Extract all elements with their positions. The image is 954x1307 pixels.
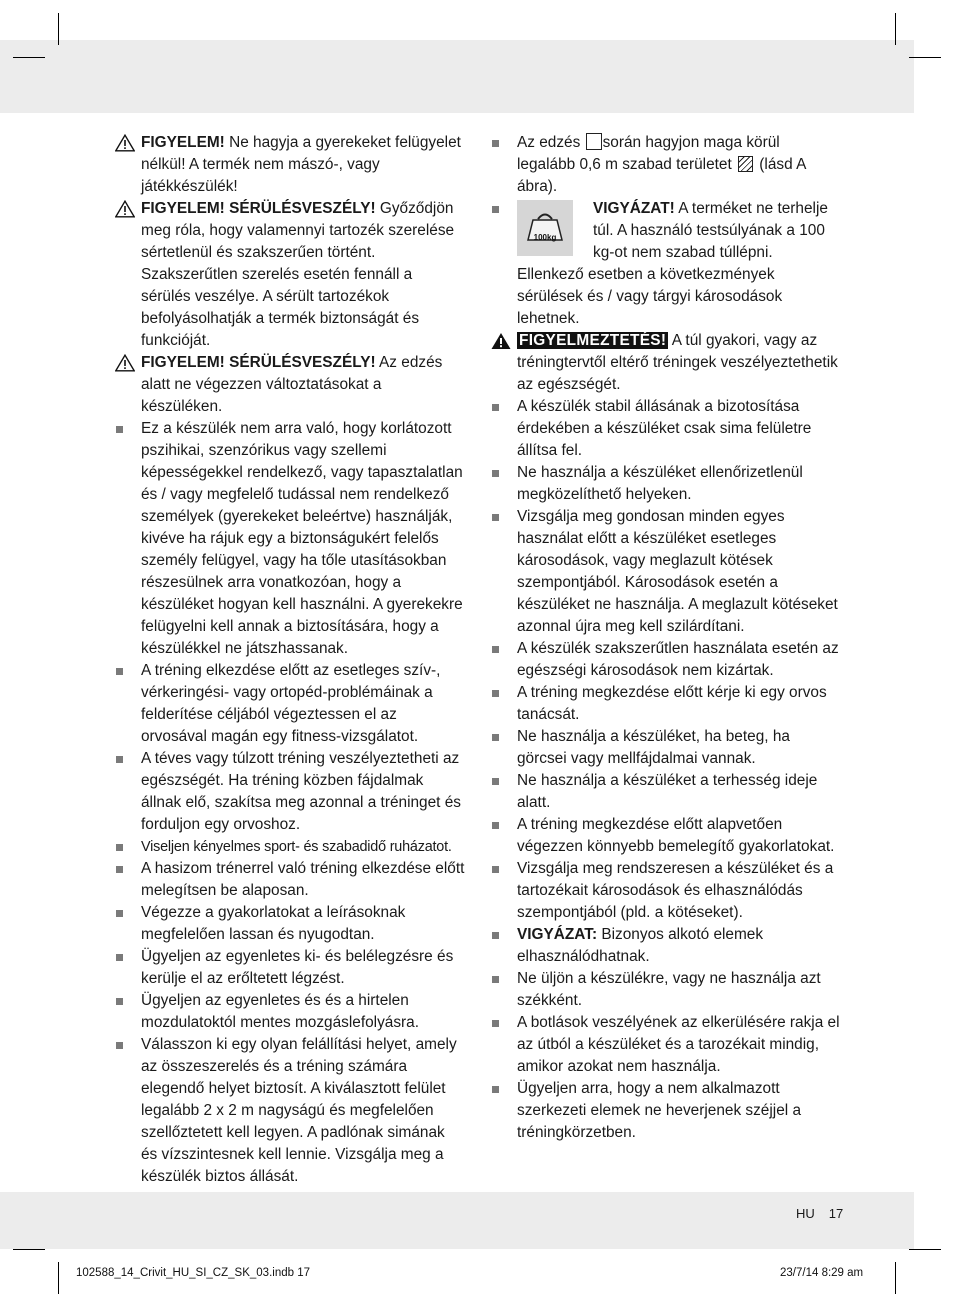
list-item: A tréning megkezdése előtt kérje ki egy orvos tanácsát. — [491, 682, 841, 726]
training-area-icon — [586, 133, 602, 150]
warning-item: FIGYELEM! SÉRÜLÉSVESZÉLY! Győződjön meg róla, hogy valamennyi tartozék szerelése sértetlenül és szakszerűen történt. Szakszerűtlen szerelés esetén fennáll a sérülés veszélye. A sérült tartozékok befolyásolhatják a termék biztonságát és funkcióját. — [115, 198, 465, 352]
list-item: Válasszon ki egy olyan felállítási helyet, amely az összeszerelés és a tréning számára elegendő helyet biztosít. A kiválasztott felület legalább 2 x 2 m nagyságú és megfelelően szellőztetett kell legyen. A padlónak simának és vízszintesnek kell lennie. Vizsgálja meg a készülék biztos állását. — [115, 1034, 465, 1188]
page-footer: HU 17 — [796, 1206, 844, 1221]
list-item: Végezze a gyakorlatokat a leírásoknak megfelelően lassan és nyugodtan. — [115, 902, 465, 946]
list-item: Viseljen kényelmes sport- és szabadidő ruházatot. — [115, 836, 465, 858]
list-item: Az edzés során hagyjon maga körül legalább 0,6 m szabad területet (lásd A ábra). — [491, 132, 841, 198]
warning-triangle-icon — [115, 200, 135, 218]
bullet-icon — [492, 1020, 499, 1027]
bullet-icon — [492, 206, 499, 213]
left-column — [115, 132, 465, 1188]
list-item: Ügyeljen arra, hogy a nem alkalmazott szerkezeti elemek ne heverjenek széjjel a tréningkörzetben. — [491, 1078, 841, 1144]
list-item: A készülék stabil állásának a bizotosítása érdekében a készüléket csak sima felületre állítsa fel. — [491, 396, 841, 462]
warning-item: FIGYELEM! Ne hagyja a gyerekeket felügyelet nélkül! A termék nem mászó-, vagy játékkészülék! — [115, 132, 465, 198]
warning-triangle-icon — [115, 134, 135, 152]
warning-triangle-filled-icon — [491, 332, 511, 350]
list-item: Ügyeljen az egyenletes ki- és belélegzésre és kerülje el az erőltetett légzést. — [115, 946, 465, 990]
slug-file: 102588_14_Crivit_HU_SI_CZ_SK_03.indb 17 — [76, 1267, 310, 1279]
list-item: Vizsgálja meg gondosan minden egyes használat előtt a készüléket esetleges károsodások, vagy meglazult kötések szempontjából. Károsodások esetén a készüléket ne használja. A meglazult kötéseket azonnal újra meg kell szilárdítani. — [491, 506, 841, 638]
warning-triangle-icon — [115, 354, 135, 372]
list-item: VIGYÁZAT: Bizonyos alkotó elemek elhasználódhatnak. — [491, 924, 841, 968]
right-column — [491, 132, 841, 1144]
bullet-icon — [492, 932, 499, 939]
list-item: Ne használja a készüléket, ha beteg, ha görcsei vagy mellfájdalmai vannak. — [491, 726, 841, 770]
bullet-icon — [116, 844, 123, 851]
list-item: Ügyeljen az egyenletes és és a hirtelen mozdulatoktól mentes mozgáslefolyásra. — [115, 990, 465, 1034]
bullet-icon — [116, 1042, 123, 1049]
bullet-icon — [116, 866, 123, 873]
bullet-icon — [492, 140, 499, 147]
bullet-icon — [116, 756, 123, 763]
bullet-icon — [116, 910, 123, 917]
list-item: 100kg VIGYÁZAT! A terméket ne terhelje túl. A használó testsúlyának a 100 kg-ot nem szabad túllépni. Ellenkező esetben a következmények sérülések és / vagy tárgyi károsodások lehetnek. — [491, 198, 841, 330]
list-item: A botlások veszélyének az elkerülésére rakja el az útból a készüléket és a tarozékait mindig, amikor azokat nem használja. — [491, 1012, 841, 1078]
bullet-icon — [492, 514, 499, 521]
list-item: A téves vagy túlzott tréning veszélyeztetheti az egészségét. Ha tréning közben fájdalmak állnak elő, szakítsa meg azonnal a tréninget és forduljon egy orvoshoz. — [115, 748, 465, 836]
bullet-icon — [492, 822, 499, 829]
list-item: Ne használja a készüléket ellenőrizetlenül megközelíthető helyeken. — [491, 462, 841, 506]
free-area-icon — [738, 156, 753, 172]
list-item: Ne üljön a készülékre, vagy ne használja azt székként. — [491, 968, 841, 1012]
bullet-icon — [116, 954, 123, 961]
warning-item: FIGYELEM! SÉRÜLÉSVESZÉLY! Az edzés alatt ne végezzen változtatásokat a készüléken. — [115, 352, 465, 418]
footer-band — [0, 1192, 914, 1249]
list-item: Ez a készülék nem arra való, hogy korlátozott pszihikai, szenzórikus vagy szellemi képességekkel rendelkező, vagy tapasztalatlan és / vagy megfelelő tudással nem rendelkező személyek (gyerekeket beleértve) használják, kivéve ha rájuk egy a biztonságukért felelős személy felügyel, vagy ha tőle utasításokban részesülnek arra vonatkozóan, hogy a készüléket hogyan kell használni. A gyerekekre felügyelni kell annak a biztosítására, hogy a készülékkel ne játszhassanak. — [115, 418, 465, 660]
list-item: Vizsgálja meg rendszeresen a készüléket és a tartozékait károsodások és elhasználódás szempontjából (pld. a kötéseket). — [491, 858, 841, 924]
bullet-icon — [492, 778, 499, 785]
bullet-icon — [492, 1086, 499, 1093]
weight-limit-icon: 100kg — [517, 200, 573, 256]
right-bullet-list — [491, 396, 841, 1144]
list-item: A tréning elkezdése előtt az esetleges szív-, vérkeringési- vagy ortopéd-problémáinak a felderítése céljából végeztessen el az orvosával magán egy fitness-vizsgálatot. — [115, 660, 465, 748]
list-item: Ne használja a készüléket a terhesség ideje alatt. — [491, 770, 841, 814]
bullet-icon — [492, 404, 499, 411]
bullet-icon — [492, 734, 499, 741]
bullet-icon — [492, 690, 499, 697]
bullet-icon — [492, 866, 499, 873]
list-item: A hasizom trénerrel való tréning elkezdése előtt melegítsen be alaposan. — [115, 858, 465, 902]
bullet-icon — [492, 976, 499, 983]
danger-item: FIGYELMEZTETÉS! A túl gyakori, vagy az tréningtervtől eltérő tréningek veszélyeztethetik az egészségét. — [491, 330, 841, 396]
bullet-icon — [116, 668, 123, 675]
slug-date: 23/7/14 8:29 am — [780, 1267, 864, 1279]
bullet-icon — [492, 646, 499, 653]
list-item: A készülék szakszerűtlen használata esetén az egészségi károsodások nem kizártak. — [491, 638, 841, 682]
bullet-icon — [116, 426, 123, 433]
bullet-icon — [116, 998, 123, 1005]
header-band — [0, 40, 914, 113]
bullet-icon — [492, 470, 499, 477]
list-item: A tréning megkezdése előtt alapvetően végezzen könnyebb bemelegítő gyakorlatokat. — [491, 814, 841, 858]
